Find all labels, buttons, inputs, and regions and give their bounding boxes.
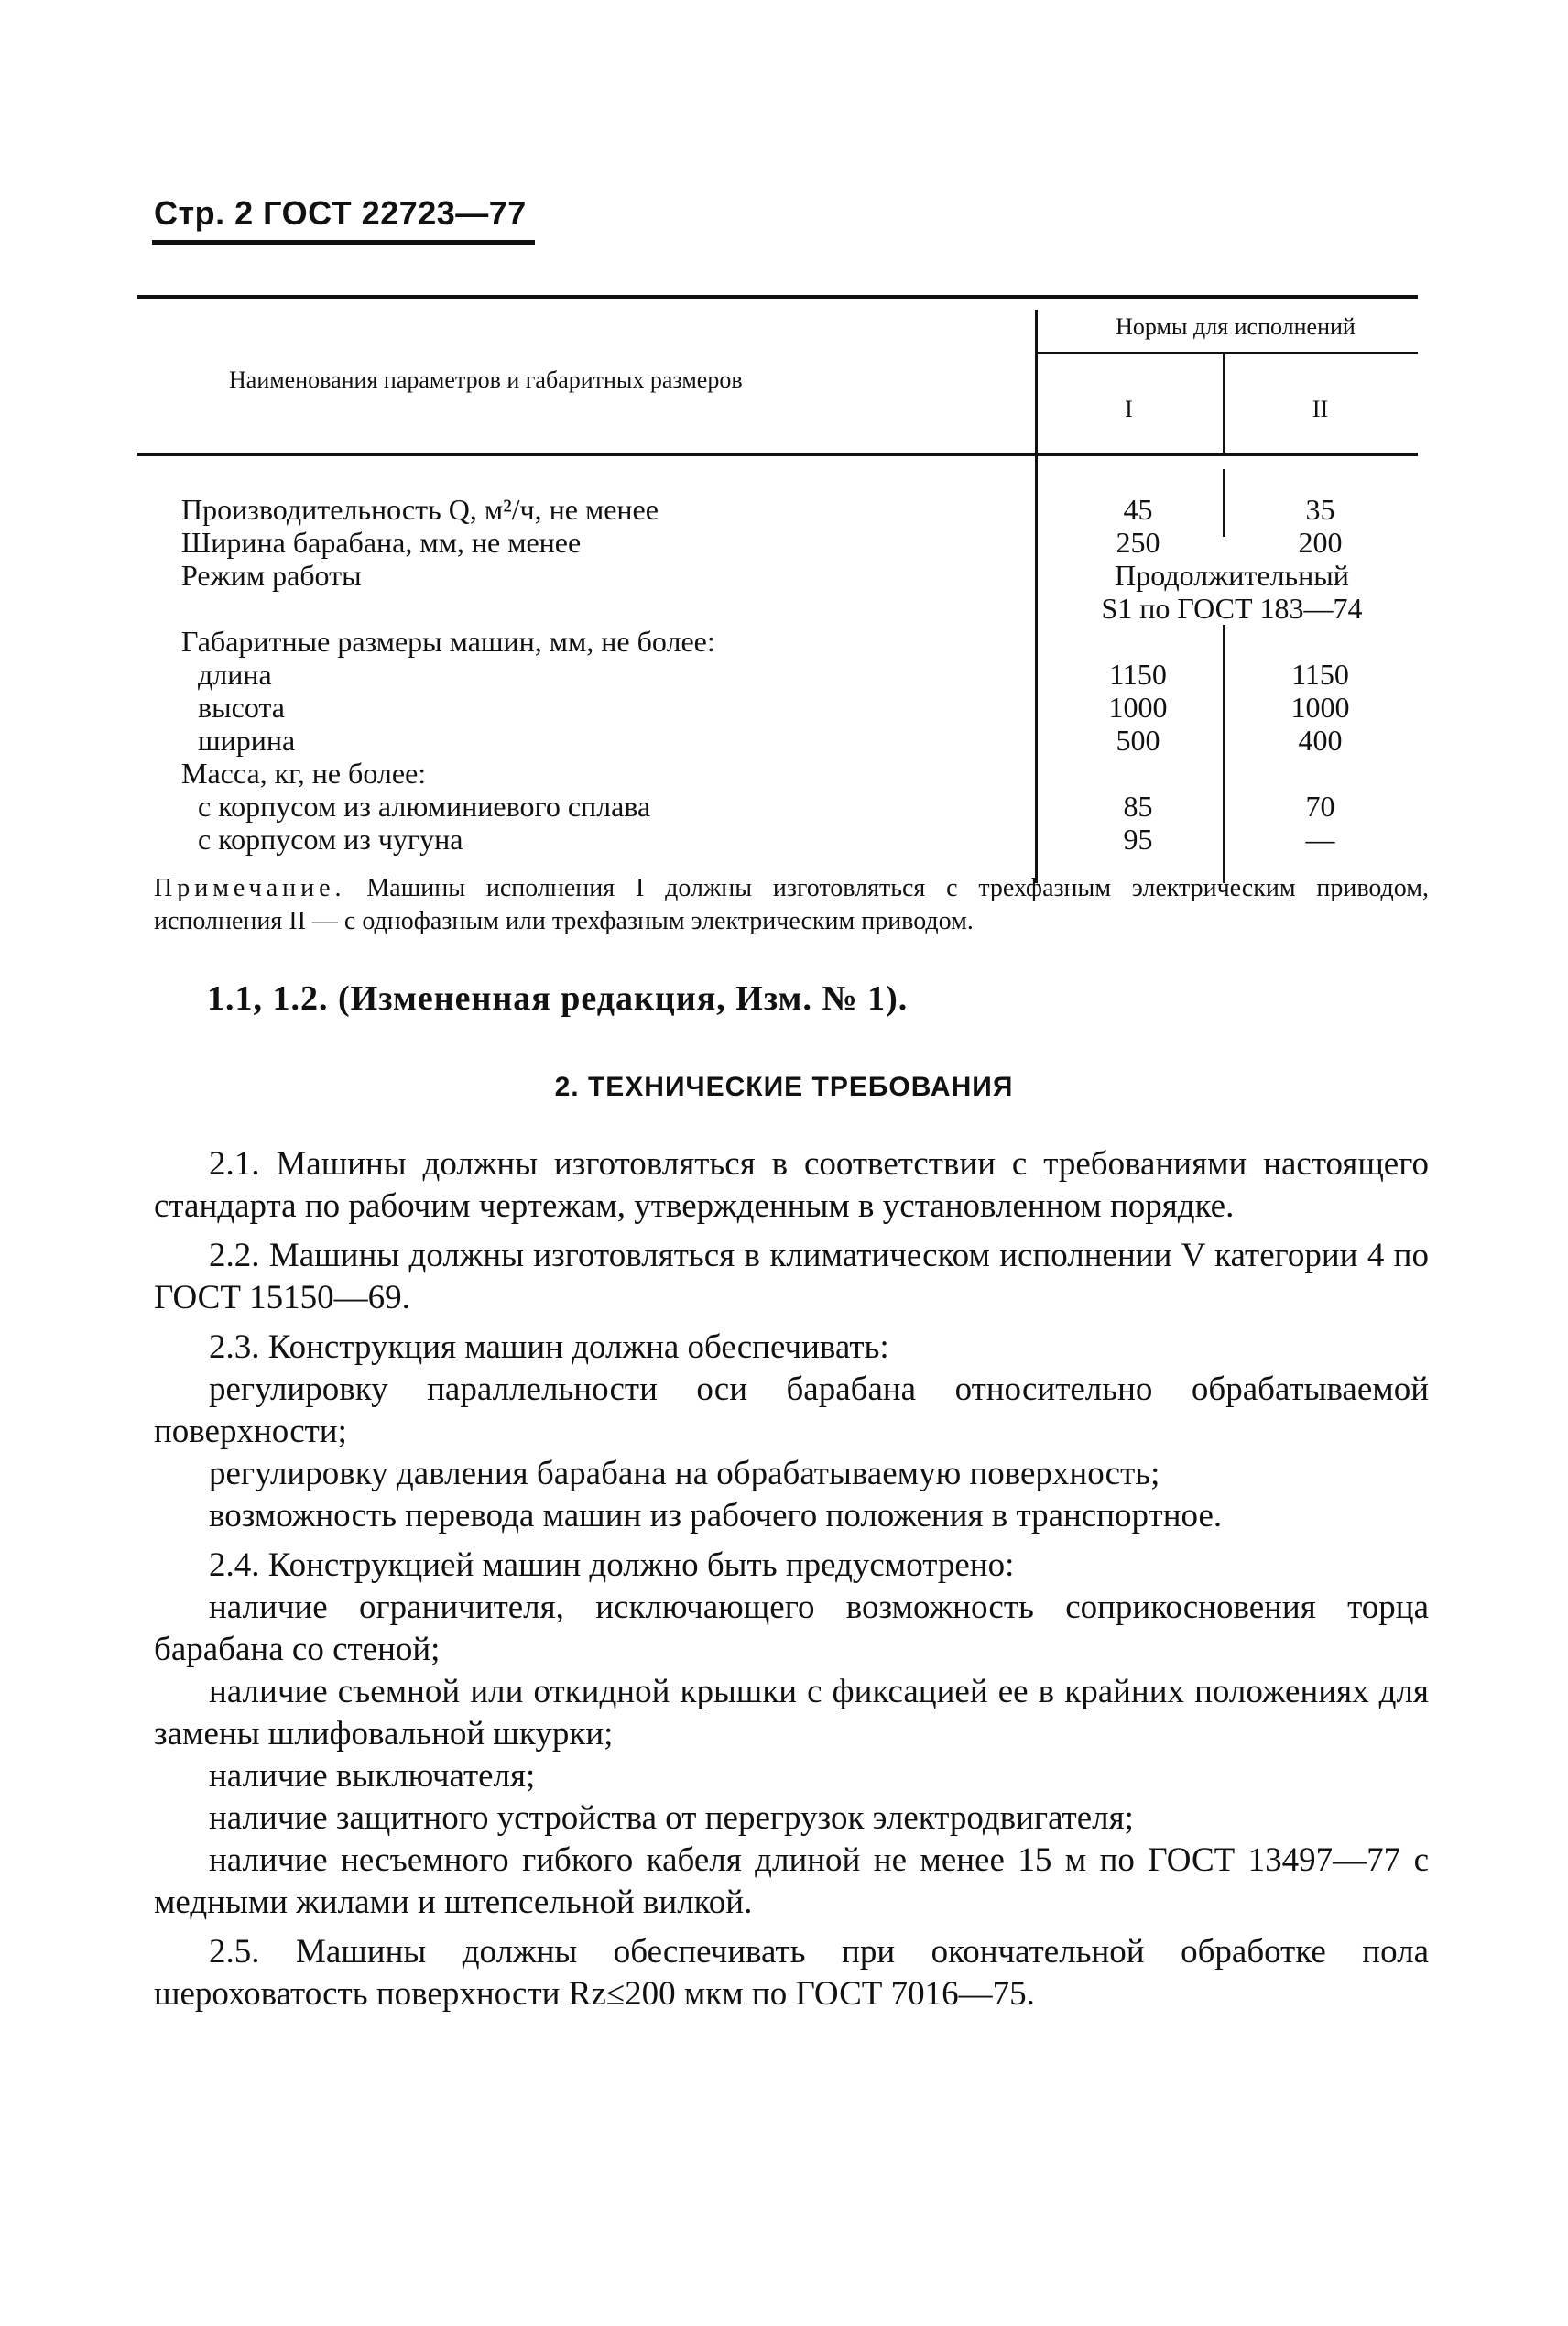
list-item: наличие защитного устройства от перегрузок электродвигателя; [209, 1799, 1134, 1837]
value-i: 1150 [1109, 658, 1167, 691]
table-row [137, 592, 1418, 625]
param-name: Масса, кг, не более: [181, 757, 427, 790]
norms-header-rule [1035, 352, 1418, 354]
table-top-rule [137, 295, 1418, 299]
table-row [137, 559, 1418, 592]
amendment-line: 1.1, 1.2. (Измененная редакция, Изм. № 1). [207, 979, 909, 1018]
table-note [154, 872, 1429, 938]
section-title: 2. ТЕХНИЧЕСКИЕ ТРЕБОВАНИЯ [554, 1072, 1014, 1102]
table-row [137, 493, 1418, 526]
list-item: наличие съемной или откидной крышки с фиксацией ее в крайних положениях для замены шлифовальной шкурки; [154, 1673, 1429, 1753]
value-i: 95 [1123, 823, 1153, 856]
note-lead: Примечание. [154, 874, 346, 902]
value-ii: 1000 [1290, 691, 1350, 724]
table-row [137, 823, 1418, 856]
paragraph-2-5: 2.5. Машины должны обеспечивать при окончательной обработке пола шероховатость поверхности Rz≤200 мкм по ГОСТ 7016—75. [154, 1933, 1429, 2013]
note-text: Машины исполнения I должны изготовляться с трехфазным электрическим приводом, исполнения II — с однофазным или трехфазным электрическим приводом. [154, 874, 1429, 935]
table-row [137, 691, 1418, 724]
value-i: 500 [1116, 724, 1160, 757]
value-span: Продолжительный [1115, 559, 1349, 592]
table-row [137, 658, 1418, 691]
table-row [137, 724, 1418, 757]
list-item: регулировку давления барабана на обрабатываемую поверхность; [209, 1455, 1160, 1492]
param-name: ширина [198, 724, 296, 757]
param-name: с корпусом из алюминиевого сплава [198, 790, 651, 823]
list-item: наличие несъемного гибкого кабеля длиной не менее 15 м по ГОСТ 13497—77 с медными жилами и штепсельной вилкой. [154, 1841, 1429, 1921]
value-span: S1 по ГОСТ 183—74 [1101, 592, 1363, 625]
value-ii: — [1305, 823, 1335, 856]
table-row [137, 757, 1418, 790]
paragraph-2-3: 2.3. Конструкция машин должна обеспечивать: [209, 1328, 889, 1366]
param-name: с корпусом из чугуна [198, 823, 463, 856]
list-item: наличие выключателя; [209, 1757, 536, 1795]
value-ii: 1150 [1291, 658, 1349, 691]
param-name: Режим работы [181, 559, 362, 592]
param-name: Ширина барабана, мм, не менее [181, 526, 582, 559]
param-name: Производительность Q, м²/ч, не менее [181, 493, 659, 526]
value-i: 1000 [1108, 691, 1168, 724]
col-header-ii: II [1312, 396, 1329, 422]
paragraph-2-1: 2.1. Машины должны изготовляться в соответствии с требованиями настоящего стандарта по рабочим чертежам, утвержденным в установленном порядке. [154, 1145, 1429, 1225]
param-name: Габаритные размеры машин, мм, не более: [181, 625, 715, 658]
value-ii: 400 [1298, 724, 1343, 757]
running-head: Стр. 2 ГОСТ 22723—77 [154, 194, 527, 232]
col-header-i: I [1125, 396, 1133, 422]
norms-header: Нормы для исполнений [1116, 313, 1356, 340]
paragraph-2-4: 2.4. Конструкцией машин должно быть предусмотрено: [209, 1546, 1015, 1584]
value-i: 250 [1116, 526, 1160, 559]
list-item: возможность перевода машин из рабочего положения в транспортное. [209, 1497, 1223, 1534]
param-name: высота [198, 691, 285, 724]
table-row [137, 790, 1418, 823]
value-i: 85 [1123, 790, 1153, 823]
running-head-rule [152, 240, 535, 245]
table-row [137, 526, 1418, 559]
value-ii: 35 [1305, 493, 1335, 526]
list-item: регулировку параллельности оси барабана относительно обрабатываемой поверхности; [154, 1370, 1429, 1450]
paragraph-2-2: 2.2. Машины должны изготовляться в климатическом исполнении V категории 4 по ГОСТ 15150—69. [154, 1237, 1429, 1316]
list-item: наличие ограничителя, исключающего возможность соприкосновения торца барабана со стеной; [154, 1589, 1429, 1668]
param-name: длина [198, 658, 272, 691]
section-body [154, 1143, 1429, 2015]
param-header: Наименования параметров и габаритных размеров [229, 366, 743, 393]
value-ii: 70 [1305, 790, 1335, 823]
table-header-rule [137, 453, 1418, 456]
value-ii: 200 [1298, 526, 1343, 559]
value-i: 45 [1123, 493, 1153, 526]
table-row [137, 625, 1418, 658]
